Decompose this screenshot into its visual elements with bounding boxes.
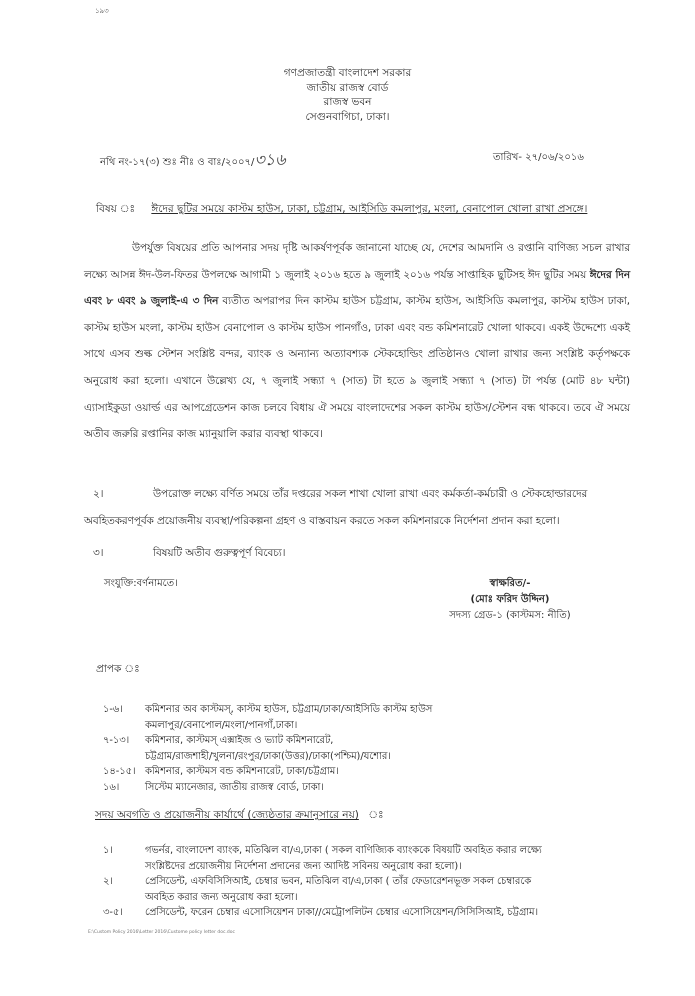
recipient-text: কমিশনার অব কাস্টমস্, কাস্টম হাউস, চট্টগ্রাম/ঢাকা/আইসিডি কাস্টম হাউস (145, 704, 433, 715)
recipients-title: প্রাপক ঃ (96, 663, 140, 675)
copy-to-title (95, 808, 384, 825)
file-reference (100, 147, 286, 174)
copy-to-item (103, 874, 643, 905)
recipient-text: চট্টগ্রাম/রাজশাহী/খুলনা/রংপুর/ঢাকা(উত্তর)/ঢাকা(পশ্চিম)/যশোর। (145, 750, 391, 762)
signatory-name: (মোঃ ফরিদ উদ্দিন) (470, 594, 550, 605)
file-number: নথি নং-১৭(৩) শুঃ নীঃ ও বাঃ/২০০৭/ (100, 157, 255, 168)
copy-to-text: সংশ্লিষ্টদের প্রয়োজনীয় নির্দেশনা প্রদানের জন্য আদিষ্ট সবিনয় অনুরোধ করা হলো)। (145, 860, 462, 872)
paragraph-1-text-b: ব্যতীত অপরাপর দিন কাস্টম হাউস চট্টগ্রাম, কাস্টম হাউস, আইসিডি কমলাপুর, কাস্টম হাউস ঢাকা, কাস্টম হাউস মংলা, কাস্টম হাউস বেনাপোল ও কাস্টম হাউস পানগাঁও, ঢাকা এবং বন্ড কমিশনারেট খোলা থাকবে। একই উদ্দেশ্যে একই সাথে এসব শুল্ক স্টেশন সংশ্লিষ্ট বন্দর, ব্যাংক ও অন্যান্য অত্যাবশ্যক স্টেকহোল্ডিং প্রতিষ্ঠানও খোলা রাখার জন্য সংশ্লিষ্ট কর্তৃপক্ষকে অনুরোধ করা হলো। এখানে উল্লেখ্য যে, ৭ জুলাই সন্ধ্যা ৭ (সাত) টা হতে ৯ জুলাই সন্ধ্যা ৭ (সাত) টা পর্যন্ত (মোট ৪৮ ঘন্টা) এ্যাসাইকুডা ওয়ার্ল্ড এর আপগ্রেডেশন কাজ চলবে বিধায় ঐ সময়ে বাংলাদেশের সকল কাস্টম হাউস/স্টেশন বন্ধ থাকবে। তবে ঐ সময়ে অতীব জরুরি রপ্তানির কাজ ম্যানুয়ালি করার ব্যবস্থা থাকবে। (84, 295, 630, 441)
page-number: ১৯৩ (95, 7, 109, 15)
copy-to-number: ১। (103, 845, 113, 856)
copy-to-item (103, 905, 643, 921)
letter-date: তারিখ- ২৭/০৬/২০১৬ (493, 152, 584, 163)
recipient-number: ১-৬। (103, 704, 123, 715)
attachment-note: সংযুক্তি:বর্ণনামতে। (104, 578, 178, 589)
recipient-text: সিস্টেম ম্যানেজার, জাতীয় রাজস্ব বোর্ড, ঢাকা। (145, 781, 324, 793)
paragraph-3 (93, 540, 628, 567)
signed-mark: স্বাক্ষরিত/- (489, 578, 531, 589)
copy-to-text: প্রেসিডেন্ট, ফরেন চেম্বার এসোসিয়েশন ঢাকা//মেট্রোপলিটন চেম্বার এসোসিয়েশন/সিসিসিআই, চট্টগ্রাম। (145, 907, 538, 918)
recipient-number: ১৪-১৫। (103, 766, 136, 777)
signatory-designation: সদস্য গ্রেড-১ (কাস্টমস: নীতি) (449, 610, 571, 621)
copy-to-text: অবহিত করার জন্য অনুরোধ করা হলো। (145, 891, 298, 903)
recipient-number: ১৬। (103, 781, 120, 793)
paragraph-3-text: বিষয়টি অতীব গুরুত্বপূর্ণ বিবেচ্য। (153, 547, 286, 559)
recipient-item (103, 764, 432, 780)
signature-block (420, 576, 600, 624)
board-name: জাতীয় রাজস্ব বোর্ড (306, 81, 389, 94)
copy-to-list (103, 843, 643, 921)
footer-file-path: E:\Custom Policy 2016\Letter 2016\Custome policy letter doc.doc (88, 930, 235, 935)
copy-to-number: ৩-৫। (103, 907, 123, 918)
paragraph-1-bold-text: ঈদের দিন এবং ৮ এবং ৯ জুলাই-এ ৩ দিন (84, 268, 630, 308)
copy-to-heading: সদয় অবগতি ও প্রয়োজনীয় কার্যার্থে (জ্যেষ্ঠতার ক্রমানুসারে নয়) (95, 809, 359, 821)
copy-to-number: ২। (103, 876, 113, 887)
paragraph-2-line-1: উপরোক্ত লক্ষ্যে বর্ণিত সময়ে তাঁর দপ্তরের সকল শাখা খোলা রাখা এবং কর্মকর্তা-কর্মচারী ও স্টেকহোল্ডারদের (153, 488, 588, 500)
copy-to-item (103, 843, 643, 874)
recipients-list (103, 702, 432, 795)
paragraph-2 (84, 481, 628, 534)
recipient-text: কমিশনার, কাস্টমস্ এক্সাইজ ও ভ্যাট কমিশনারেট, (145, 735, 334, 746)
recipient-item (103, 733, 432, 764)
paragraph-1 (84, 235, 630, 448)
recipient-item (103, 780, 432, 796)
recipient-number: ৭-১৩। (103, 735, 130, 746)
recipient-item (103, 702, 432, 733)
copy-to-text: প্রেসিডেন্ট, এফবিসিসিআই, চেম্বার ভবন, মতিঝিল বা/এ,ঢাকা ( তাঁর ফেডারেশনভূক্ত সকল চেম্বারকে (145, 876, 532, 887)
paragraph-1-text-a: উপর্যুক্ত বিষয়ের প্রতি আপনার সদয় দৃষ্টি আকর্ষণপূর্বক জানানো যাচ্ছে যে, দেশের আমদানি ও রপ্তানি বাণিজ্য সচল রাখার লক্ষ্যে আসন্ন ঈদ-উল-ফিতর উপলক্ষে আগামী ১ জুলাই ২০১৬ হতে ৯ জুলাই ২০১৬ পর্যন্ত সাপ্তাহিক ছুটিসহ ঈদ ছুটির সময় (84, 242, 630, 281)
subject-line (96, 202, 587, 219)
address: সেগুনবাগিচা, ঢাকা। (305, 110, 390, 123)
paragraph-2-number: ২। (93, 488, 104, 500)
copy-to-suffix: ঃ (368, 809, 384, 821)
recipient-text: কমিশনার, কাস্টমস বন্ড কমিশনারেট, ঢাকা/চট্টগ্রাম। (145, 766, 339, 777)
subject-label: বিষয় ঃ (96, 203, 136, 215)
paragraph-2-line-2: অবহিতকরণপূর্বক প্রয়োজনীয় ব্যবস্থা/পরিকল্পনা গ্রহণ ও বাস্তবায়ন করতে সকল কমিশনারকে নির্দেশনা প্রদান করা হলো। (84, 514, 560, 527)
building-name: রাজস্ব ভবন (323, 96, 372, 108)
paragraph-3-number: ৩। (93, 547, 104, 559)
copy-to-text: গভর্নর, বাংলাদেশ ব্যাংক, মতিঝিল বা/এ,ঢাকা ( সকল বাণিজ্যিক ব্যাংককে বিষয়টি অবহিত করার লক্ষ্যে (145, 845, 542, 856)
letterhead (0, 66, 695, 124)
recipient-text: কমলাপুর/বেনাপোল/মংলা/পানগাঁ,ঢাকা। (145, 719, 298, 731)
government-name: গণপ্রজাতন্ত্রী বাংলাদেশ সরকার (283, 67, 412, 79)
subject-text: ঈদের ছুটির সময়ে কাস্টম হাউস, ঢাকা, চট্টগ্রাম, আইসিডি কমলাপুর, মংলা, বেনাপোল খোলা রাখা প্রসঙ্গে। (151, 203, 588, 215)
handwritten-number: ৩১৬ (254, 150, 286, 169)
